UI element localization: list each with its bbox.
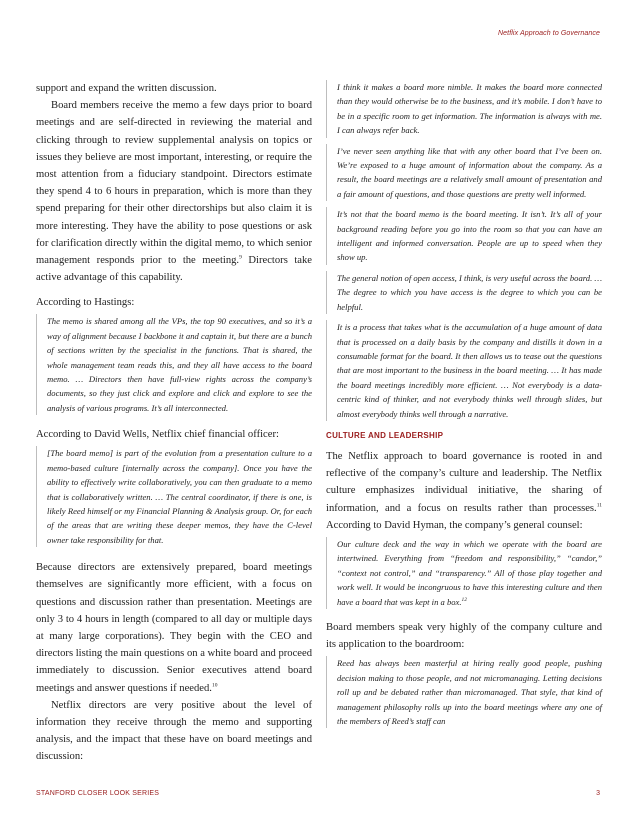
reed-quote: Reed has always been masterful at hiring really good people, pushing decision making to those people, and not micromanaging. Letting decisions roll up and be debated rather than micromanaged. That style, that kind of management philosophy rolls up into the board meetings where any one of the members of Reed’s staff can bbox=[326, 656, 602, 728]
paragraph-text: The Netflix approach to board governance is rooted in and reflective of the company’s culture and leadership. The Netflix culture emphasizes individual initiative, the sharing of information, and a focus on results rather than processes. bbox=[326, 450, 602, 514]
paragraph-culture bbox=[326, 448, 602, 534]
director-quote-3: It’s not that the board memo is the board meeting. It isn’t. It’s all of your background reading before you go into the room so that you can have an intelligent and informed conversation. People are up to speed when they show up. bbox=[326, 207, 602, 265]
paragraph-text: Board members receive the memo a few days prior to board meetings and are self-directed in reviewing the material and clicking through to review supplemental analysis on topics or issues they believe are most important, interesting, or require the most attention from a fiduciary standpoint. Directors estimate they spend 4 to 6 hours in preparation, which is more than they spend preparing for their other directorships but also claim it is more interesting. They have the ability to pose questions or ask for clarification directly within the digital memo, to which senior management responds prior to the meeting. bbox=[36, 100, 312, 267]
section-heading: CULTURE AND LEADERSHIP bbox=[326, 430, 444, 440]
footnote-ref: 11 bbox=[596, 502, 602, 509]
footnote-ref: 12 bbox=[461, 596, 468, 603]
page-number: 3 bbox=[596, 790, 600, 797]
right-column bbox=[326, 80, 602, 728]
footer-series: STANFORD CLOSER LOOK SERIES bbox=[36, 790, 160, 797]
paragraph-directors-positive: Netflix directors are very positive about the level of information they receive through the memo and supporting analysis, and the impact that these have on board meetings and discussion: bbox=[36, 699, 312, 763]
paragraph-board-prep bbox=[36, 97, 312, 286]
footnote-ref: 10 bbox=[211, 682, 218, 689]
paragraph-board-culture: Board members speak very highly of the company culture and its application to the boardroom: bbox=[326, 621, 602, 651]
quote-text: Our culture deck and the way in which we operate with the board are intertwined. Everything from “freedom and responsibility,” “candor,” “context not control,” and “transparency.” All of those play together and work well. It would be incongruous to have this interesting culture and then have a board that was kept in a box. bbox=[337, 538, 602, 607]
footnote-ref: 9 bbox=[239, 254, 242, 261]
paragraph-meetings bbox=[36, 559, 312, 697]
director-quote-5: It is a process that takes what is the accumulation of a huge amount of data that is processed on a daily basis by the company and distills it down in a consumable format for the board. It then allows us to tease out the questions that are most important to the business in the board meeting. … It has made the board meetings incredibly more efficient. … Not everybody is a data-centric kind of thinker, and not everybody thinks well through slides, but almost everybody thinks well through a narrative. bbox=[326, 320, 602, 421]
director-quote-2: I’ve never seen anything like that with any other board that I’ve been on. We’re exposed to a huge amount of information about the company. As a result, the board meetings are a relatively small amount of presentation and a fair amount of questions, and those questions are pretty well informed. bbox=[326, 144, 602, 202]
running-header: Netflix Approach to Governance bbox=[498, 30, 600, 37]
paragraph-text: According to David Hyman, the company’s general counsel: bbox=[326, 519, 583, 531]
hastings-lead: According to Hastings: bbox=[36, 297, 135, 309]
director-quote-4: The general notion of open access, I think, is very useful across the board. … The degree to which you have access is the degree to which you can be helpful. bbox=[326, 271, 602, 314]
hyman-quote bbox=[326, 537, 602, 609]
paragraph-continuation: support and expand the written discussion. bbox=[36, 83, 217, 94]
wells-lead: According to David Wells, Netflix chief financial officer: bbox=[36, 429, 279, 441]
hastings-quote: The memo is shared among all the VPs, the top 90 executives, and so it’s a way of alignment because I backbone it and captain it, but there are a bunch of sections written by the specialist in the functions. That is shared, the whole management team reads this, and they all have access to the board memo. … Directors then have full-view rights across the company’s documents, so they just click and explore and click and explore to see the analysis of various programs. It’s all interconnected. bbox=[36, 314, 312, 415]
paragraph-text: Because directors are extensively prepared, board meetings themselves are significantly more efficient, with a focus on questions and discussion rather than presentation. Meetings are only 3 to 4 hours in length (compared to all day or multiple days at many large corporations). They begin with the CEO and directors listing the main questions on a white board and proceed immediately to discussion. Senior executives attend board meetings and answer questions if needed. bbox=[36, 562, 312, 694]
wells-quote: [The board memo] is part of the evolution from a presentation culture to a memo-based culture [internally across the company]. Once you have the ability to effectively write collaboratively, you can then graduate to a memo that is collaboratively written. … The central coordinator, if there is one, is likely Reed himself or my Financial Planning & Analysis group. Or, for each of the areas that are writing these deeper memos, they have the C-level owner take responsibility for that. bbox=[36, 446, 312, 547]
director-quote-1: I think it makes a board more nimble. It makes the board more connected than they would otherwise be to the business, and it’s mobile. I don’t have to be in a specific room to get information. The information is always with me. I can always refer back. bbox=[326, 80, 602, 138]
left-column bbox=[36, 80, 312, 766]
paragraph-text: Directors take active advantage of this capability. bbox=[36, 255, 313, 284]
